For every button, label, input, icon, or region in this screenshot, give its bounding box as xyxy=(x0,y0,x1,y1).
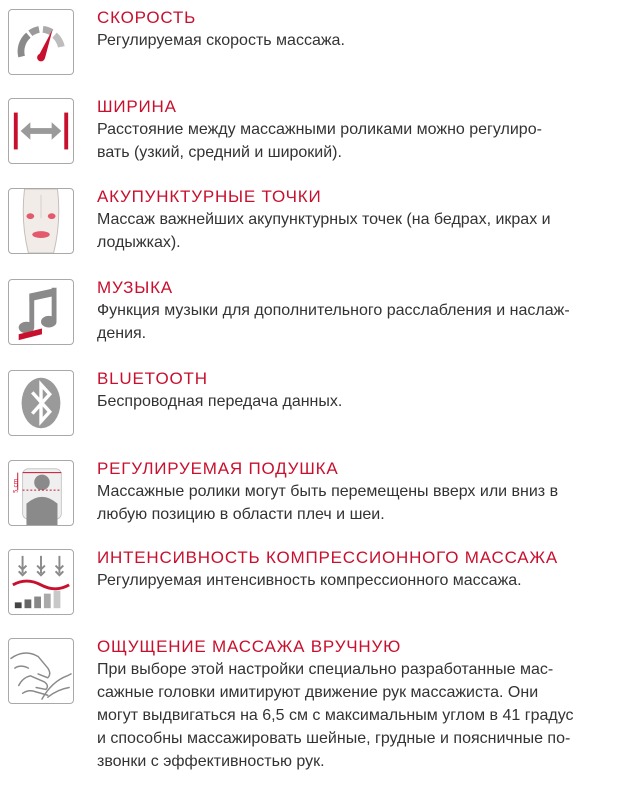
feature-description xyxy=(97,480,627,526)
description-line: звонки с эффективностью рук. xyxy=(97,753,325,770)
feature-description xyxy=(97,390,627,413)
description-line: Функция музыки для дополнительного расслабления и наслаж- xyxy=(97,302,570,319)
description-line: лодыжках). xyxy=(97,234,181,251)
feature-description xyxy=(97,569,627,592)
feature-description xyxy=(97,658,627,773)
compression-intensity-icon xyxy=(8,549,74,615)
feature-title: СКОРОСТЬ xyxy=(97,8,197,27)
description-line: любую позицию в области плеч и шеи. xyxy=(97,506,385,523)
description-line: Регулируемая интенсивность компрессионного массажа. xyxy=(97,572,522,589)
speedometer-icon xyxy=(8,9,74,75)
music-note-icon xyxy=(8,279,74,345)
description-line: Регулируемая скорость массажа. xyxy=(97,32,345,49)
description-line: Массажные ролики могут быть перемещены вверх или вниз в xyxy=(97,483,559,500)
feature-title: ОЩУЩЕНИЕ МАССАЖА ВРУЧНУЮ xyxy=(97,637,402,656)
description-line: могут выдвигаться на 6,5 см с максимальным углом в 41 градус xyxy=(97,707,574,724)
massaging-hands-icon xyxy=(8,638,74,704)
description-line: и способны массажировать шейные, грудные и поясничные по- xyxy=(97,730,571,747)
feature-title: РЕГУЛИРУЕМАЯ ПОДУШКА xyxy=(97,459,339,478)
acupoints-icon xyxy=(8,188,74,254)
feature-description xyxy=(97,118,627,164)
feature-description xyxy=(97,208,627,254)
icon-label: 5 cm xyxy=(13,478,20,493)
description-line: При выборе этой настройки специально разработанные мас- xyxy=(97,661,554,678)
description-line: Массаж важнейших акупунктурных точек (на бедрах, икрах и xyxy=(97,211,551,228)
feature-title: BLUETOOTH xyxy=(97,369,208,388)
description-line: дения. xyxy=(97,325,147,342)
feature-description xyxy=(97,299,627,345)
description-line: вать (узкий, средний и широкий). xyxy=(97,144,342,161)
feature-title: АКУПУНКТУРНЫЕ ТОЧКИ xyxy=(97,187,322,206)
feature-description xyxy=(97,29,627,52)
feature-title: ИНТЕНСИВНОСТЬ КОМПРЕССИОННОГО МАССАЖА xyxy=(97,548,559,567)
description-line: Расстояние между массажными роликами можно регулиро- xyxy=(97,121,542,138)
adjustable-pillow-icon xyxy=(8,460,74,526)
feature-title: МУЗЫКА xyxy=(97,278,173,297)
description-line: сажные головки имитируют движение рук массажиста. Они xyxy=(97,684,539,701)
feature-title: ШИРИНА xyxy=(97,97,177,116)
width-arrows-icon xyxy=(8,98,74,164)
description-line: Беспроводная передача данных. xyxy=(97,393,343,410)
bluetooth-icon xyxy=(8,370,74,436)
